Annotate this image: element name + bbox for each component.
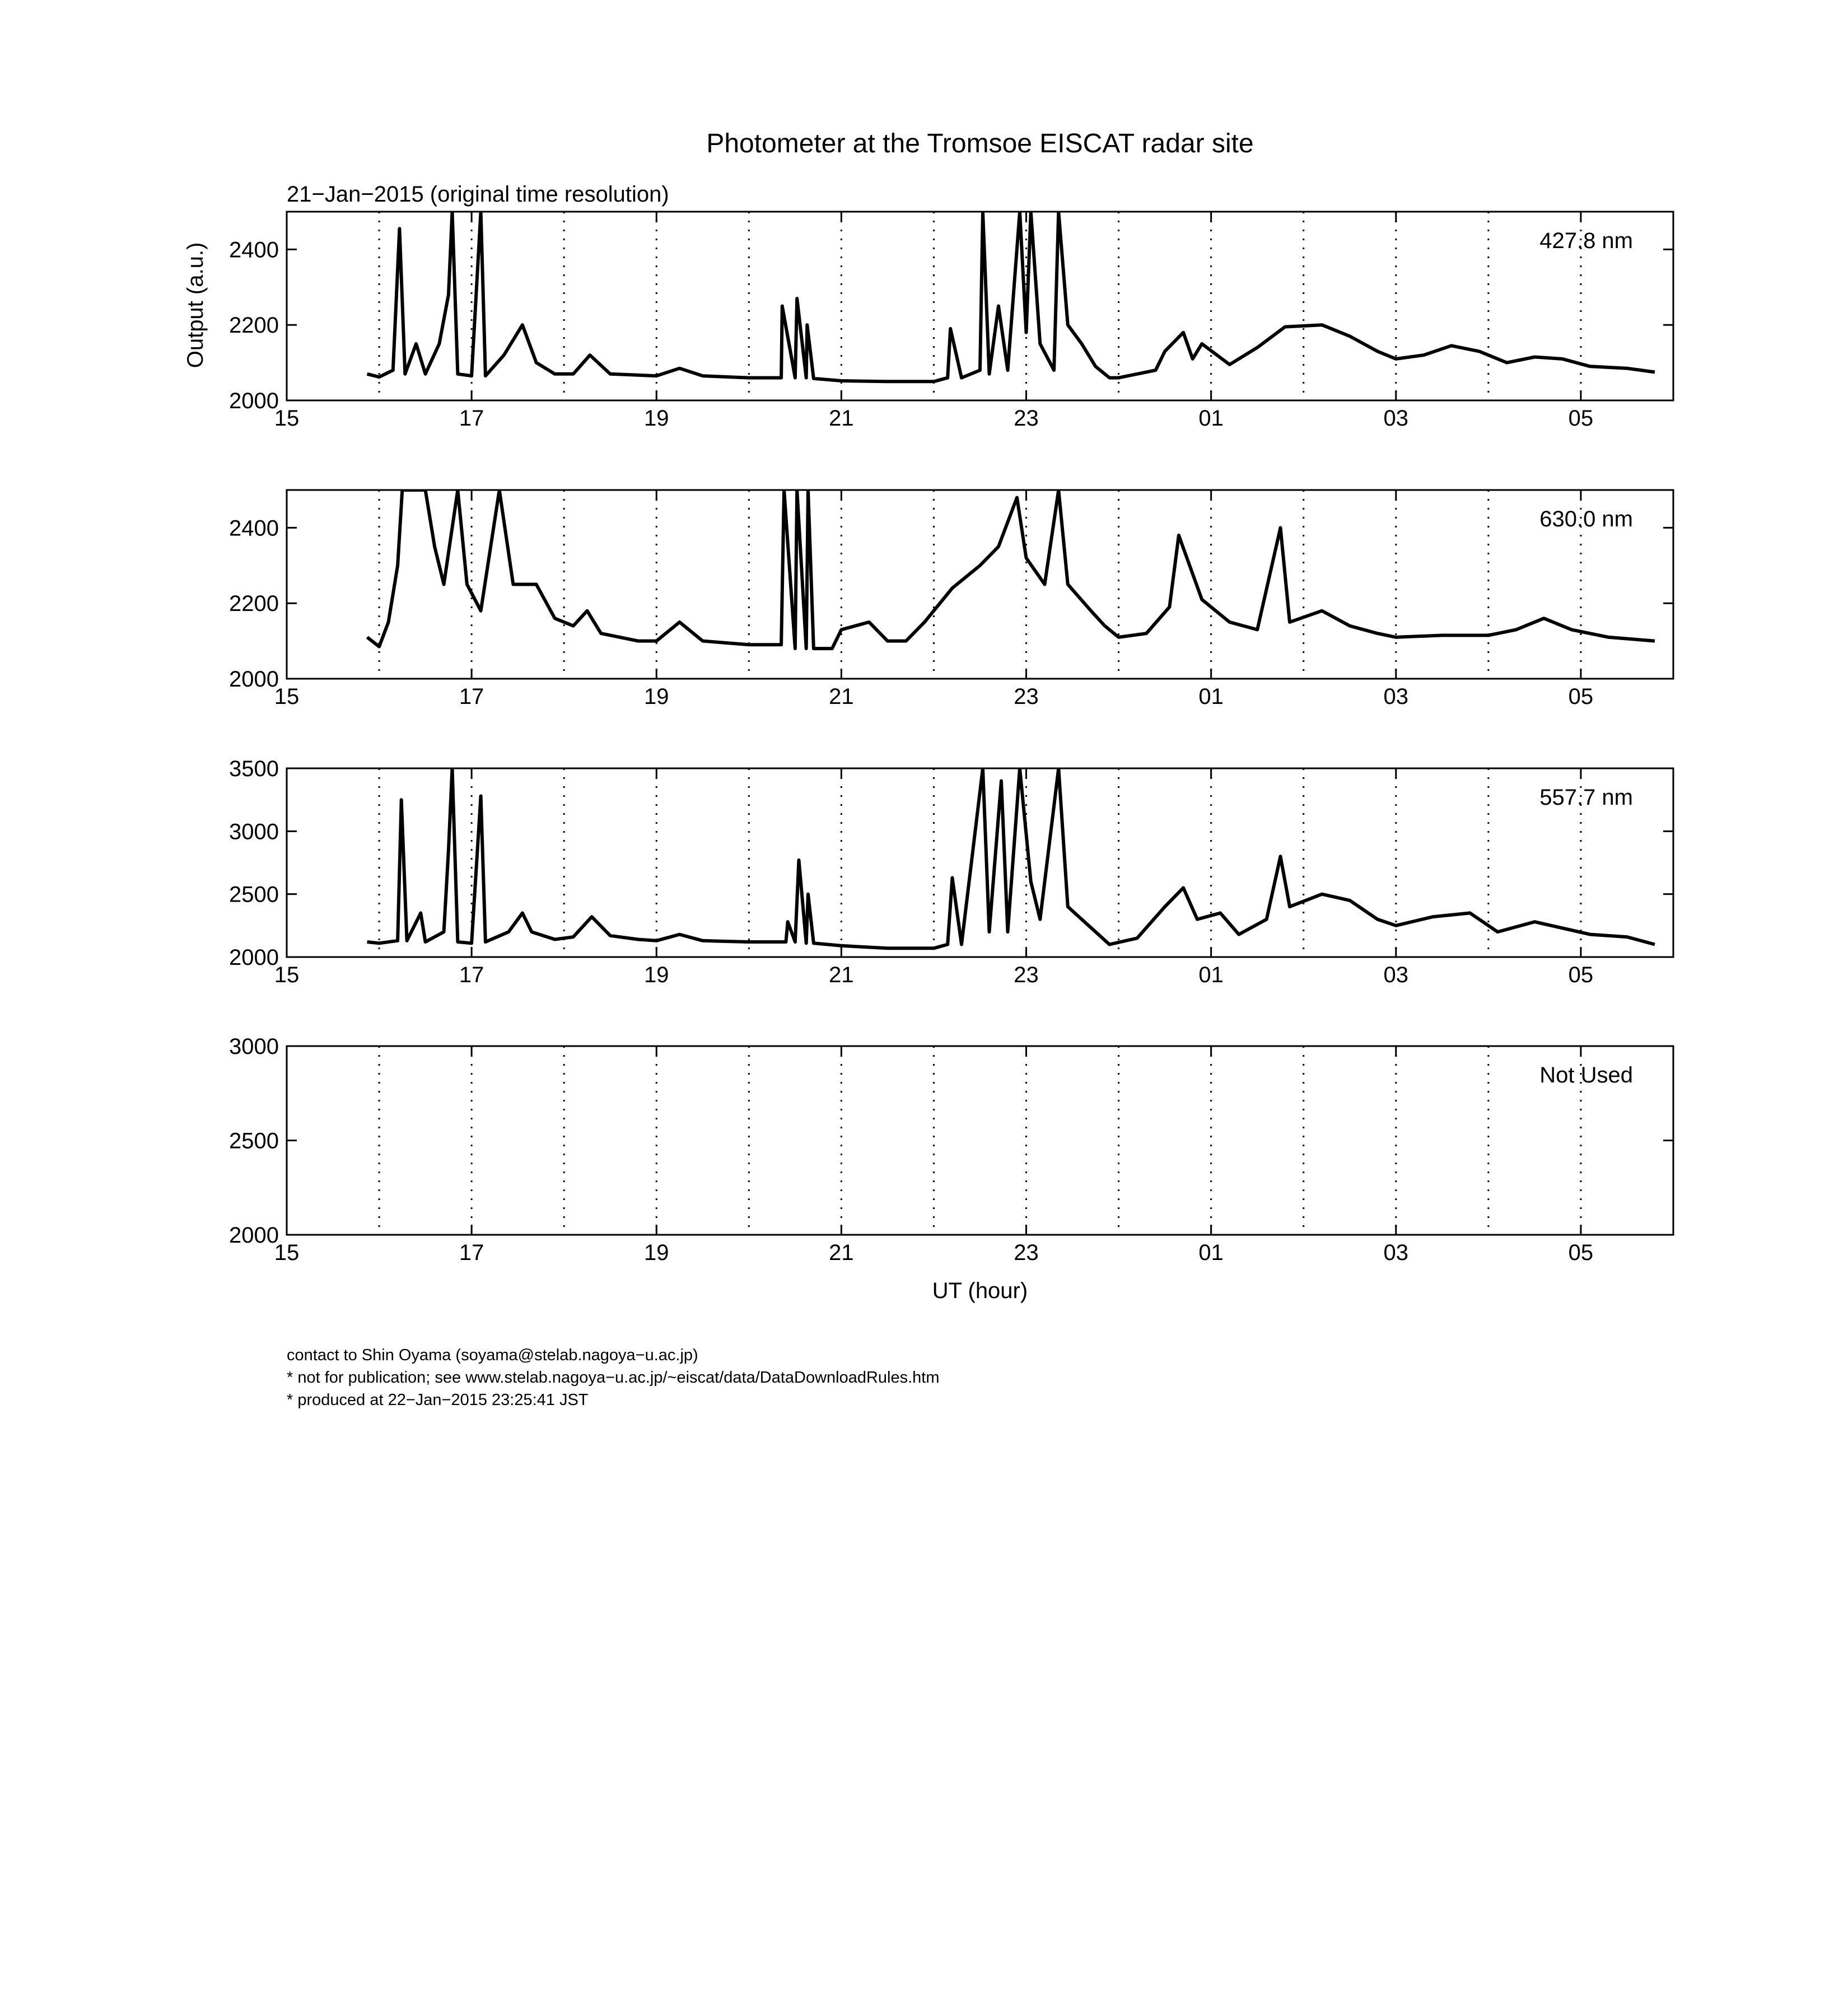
- x-tick-label: 03: [1383, 1240, 1409, 1265]
- x-tick-label: 21: [829, 1240, 854, 1265]
- x-tick-label: 23: [1014, 406, 1039, 431]
- panel-label: Not Used: [1539, 1063, 1633, 1088]
- series-line-2: [367, 490, 1655, 648]
- x-tick-label: 03: [1383, 406, 1409, 431]
- footer-notes: [287, 1344, 940, 1411]
- series-line-3: [367, 768, 1655, 948]
- chart-subtitle: 21−Jan−2015 (original time resolution): [287, 182, 669, 207]
- panel-4: [229, 1034, 1673, 1265]
- x-tick-label: 05: [1568, 1240, 1594, 1265]
- panel-label: 427.8 nm: [1539, 228, 1633, 253]
- y-tick-label: 2200: [229, 591, 279, 617]
- x-tick-label: 15: [274, 406, 300, 431]
- y-tick-label: 2500: [229, 882, 279, 907]
- footer-produced: * produced at 22−Jan−2015 23:25:41 JST: [287, 1391, 589, 1409]
- y-tick-label: 2000: [229, 667, 279, 692]
- x-tick-label: 23: [1014, 1240, 1039, 1265]
- x-tick-label: 19: [644, 1240, 669, 1265]
- x-tick-label: 01: [1198, 963, 1224, 987]
- y-tick-label: 2500: [229, 1128, 279, 1154]
- panels-group: [229, 212, 1673, 1265]
- x-tick-label: 01: [1198, 684, 1224, 709]
- x-tick-label: 03: [1383, 684, 1409, 709]
- x-tick-label: 17: [459, 406, 484, 431]
- footer-contact: contact to Shin Oyama (soyama@stelab.nagoya−u.ac.jp): [287, 1346, 698, 1364]
- x-tick-label: 05: [1568, 684, 1594, 709]
- panel-label: 630.0 nm: [1539, 507, 1633, 531]
- x-tick-label: 21: [829, 963, 854, 987]
- x-tick-label: 23: [1014, 963, 1039, 987]
- chart-title: Photometer at the Tromsoe EISCAT radar site: [706, 129, 1254, 158]
- y-tick-label: 2200: [229, 313, 279, 338]
- x-tick-label: 21: [829, 684, 854, 709]
- y-axis-label: Output (a.u.): [183, 242, 208, 368]
- x-tick-label: 17: [459, 963, 484, 987]
- x-axis-label: UT (hour): [932, 1278, 1028, 1303]
- footer-rules: * not for publication; see www.stelab.nagoya−u.ac.jp/~eiscat/data/DataDownloadRules.htm: [287, 1369, 940, 1387]
- y-tick-label: 3000: [229, 819, 279, 844]
- x-tick-label: 03: [1383, 963, 1409, 987]
- x-tick-label: 19: [644, 406, 669, 431]
- x-tick-label: 19: [644, 684, 669, 709]
- y-tick-label: 3000: [229, 1034, 279, 1059]
- x-tick-label: 17: [459, 684, 484, 709]
- x-tick-label: 15: [274, 963, 300, 987]
- x-tick-label: 05: [1568, 963, 1594, 987]
- panel-1: [229, 212, 1673, 431]
- y-tick-label: 2400: [229, 237, 279, 263]
- plot-frame: [287, 1046, 1673, 1235]
- y-tick-label: 2000: [229, 389, 279, 413]
- panel-2: [229, 490, 1673, 709]
- y-tick-label: 2000: [229, 1223, 279, 1248]
- x-tick-label: 15: [274, 684, 300, 709]
- x-tick-label: 01: [1198, 406, 1224, 431]
- panel-3: [229, 757, 1673, 987]
- panel-label: 557.7 nm: [1539, 785, 1633, 810]
- x-tick-label: 05: [1568, 406, 1594, 431]
- x-tick-label: 01: [1198, 1240, 1224, 1265]
- y-tick-label: 2400: [229, 516, 279, 541]
- x-tick-label: 19: [644, 963, 669, 987]
- x-tick-label: 17: [459, 1240, 484, 1265]
- series-line-1: [367, 212, 1655, 381]
- y-tick-label: 2000: [229, 945, 279, 970]
- x-tick-label: 21: [829, 406, 854, 431]
- x-tick-label: 23: [1014, 684, 1039, 709]
- x-tick-label: 15: [274, 1240, 300, 1265]
- y-tick-label: 3500: [229, 757, 279, 781]
